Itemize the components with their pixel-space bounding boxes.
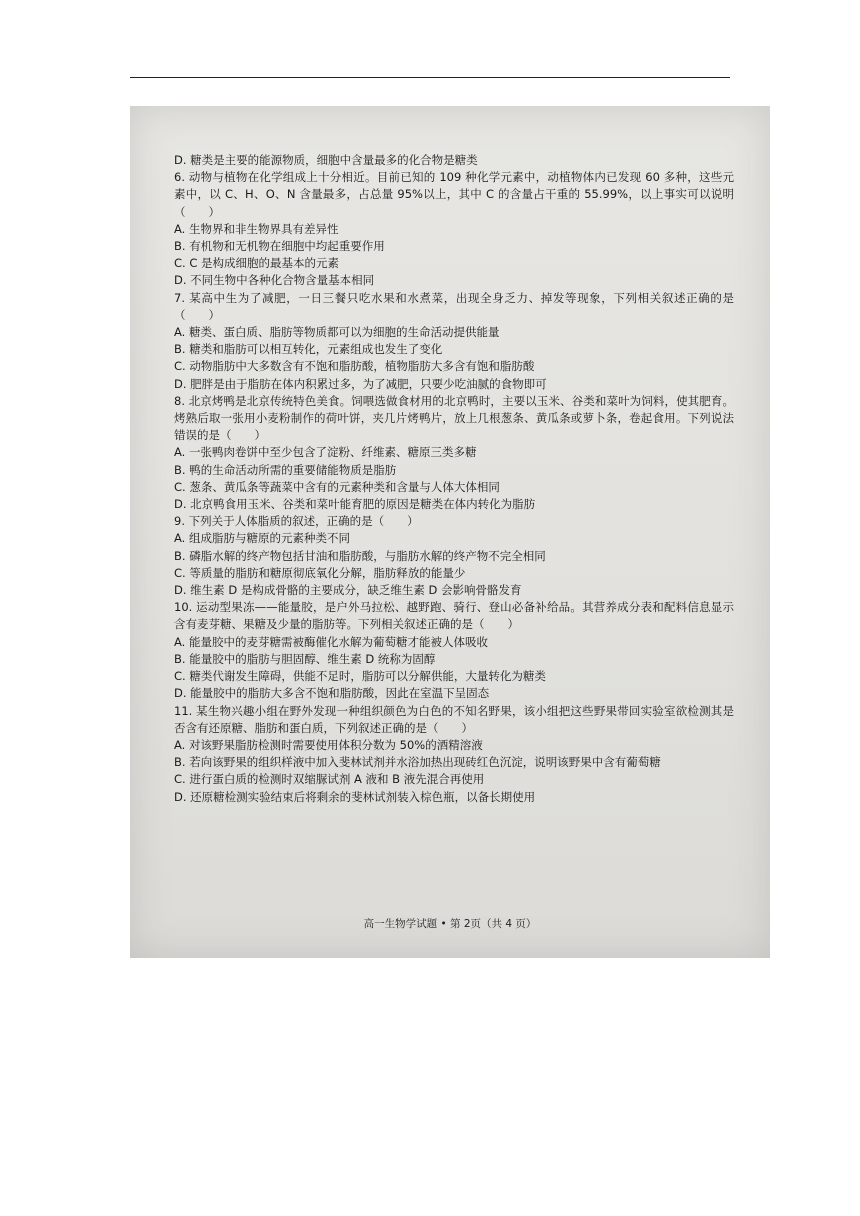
question-7 <box>174 290 734 393</box>
option-c: C. C 是构成细胞的最基本的元素 <box>174 256 340 271</box>
option-c: C. 等质量的脂肪和糖原彻底氧化分解，脂肪释放的能量少 <box>174 565 466 580</box>
page-footer: 高一生物学试题 • 第 2页（共 4 页） <box>363 918 537 930</box>
option-line: D. 糖类是主要的能源物质，细胞中含量最多的化合物是糖类 <box>174 153 478 167</box>
option-c: C. 葱条、黄瓜条等蔬菜中含有的元素种类和含量与人体大体相同 <box>174 479 500 494</box>
option-c: C. 动物脂肪中大多数含有不饱和脂肪酸，植物脂肪大多含有饱和脂肪酸 <box>174 359 535 374</box>
question-10 <box>174 599 734 702</box>
option-d: D. 不同生物中各种化合物含量基本相同 <box>174 273 375 288</box>
question-11 <box>174 703 734 806</box>
option-b: B. 能量胶中的脂肪与胆固醇、维生素 D 统称为固醇 <box>174 651 436 666</box>
option-a: A. 组成脂肪与糖原的元素种类不同 <box>174 531 350 546</box>
option-d: D. 肥胖是由于脂肪在体内积累过多，为了减肥，只要少吃油腻的食物即可 <box>174 376 547 391</box>
question-stem: 11. 某生物兴趣小组在野外发现一种组织颜色为白色的不知名野果，该小组把这些野果带回实验室欲检测其是否含有还原糖、脂肪和蛋白质，下列叙述正确的是（ ） <box>174 703 734 735</box>
header-rule <box>130 77 730 78</box>
scanned-page <box>130 106 770 958</box>
option-a: A. 糖类、蛋白质、脂肪等物质都可以为细胞的生命活动提供能量 <box>174 325 500 340</box>
page-content <box>174 152 734 806</box>
option-a: A. 生物界和非生物界具有差异性 <box>174 221 339 236</box>
question-stem: 10. 运动型果冻——能量胶，是户外马拉松、越野跑、骑行、登山必备补给品。其营养成分表和配料信息显示含有麦芽糖、果糖及少量的脂肪等。下列相关叙述正确的是（ ） <box>174 600 734 632</box>
option-a: A. 能量胶中的麦芽糖需被酶催化水解为葡萄糖才能被人体吸收 <box>174 634 488 649</box>
option-d: D. 还原糖检测实验结束后将剩余的斐林试剂装入棕色瓶，以备长期使用 <box>174 789 536 804</box>
option-d: D. 维生素 D 是构成骨骼的主要成分，缺乏维生素 D 会影响骨骼发育 <box>174 583 522 598</box>
question-8 <box>174 393 734 513</box>
question-6 <box>174 169 734 289</box>
option-a: A. 对该野果脂肪检测时需要使用体积分数为 50%的酒精溶液 <box>174 737 483 752</box>
option-b: B. 糖类和脂肪可以相互转化，元素组成也发生了变化 <box>174 342 443 357</box>
option-d: D. 能量胶中的脂肪大多含不饱和脂肪酸，因此在室温下呈固态 <box>174 686 490 701</box>
question-9 <box>174 513 734 599</box>
question-stem: 9. 下列关于人体脂质的叙述，正确的是（ ） <box>174 514 419 529</box>
option-c: C. 糖类代谢发生障碍，供能不足时，脂肪可以分解供能，大量转化为糖类 <box>174 669 546 684</box>
option-b: B. 鸭的生命活动所需的重要储能物质是脂肪 <box>174 462 397 477</box>
option-b: B. 磷脂水解的终产物包括甘油和脂肪酸，与脂肪水解的终产物不完全相同 <box>174 548 546 563</box>
option-b: B. 若向该野果的组织样液中加入斐林试剂并水浴加热出现砖红色沉淀，说明该野果中含有葡萄糖 <box>174 755 661 770</box>
option-c: C. 进行蛋白质的检测时双缩脲试剂 A 液和 B 液先混合再使用 <box>174 772 485 787</box>
option-b: B. 有机物和无机物在细胞中均起重要作用 <box>174 239 385 254</box>
question-stem: 7. 某高中生为了减肥，一日三餐只吃水果和水煮菜，出现全身乏力、掉发等现象，下列相关叙述正确的是（ ） <box>174 290 734 322</box>
option-d: D. 北京鸭食用玉米、谷类和菜叶能育肥的原因是糖类在体内转化为脂肪 <box>174 497 536 512</box>
question-stem: 8. 北京烤鸭是北京传统特色美食。饲喂选做食材用的北京鸭时，主要以玉米、谷类和菜叶为饲料，使其肥育。烤熟后取一张用小麦粉制作的荷叶饼，夹几片烤鸭片，放上几根葱条、黄瓜条或萝卜条，卷起食用。下列说法错误的是（ ） <box>174 393 734 443</box>
option-a: A. 一张鸭肉卷饼中至少包含了淀粉、纤维素、糖原三类多糖 <box>174 445 477 460</box>
question-stem: 6. 动物与植物在化学组成上十分相近。目前已知的 109 种化学元素中，动植物体内已发现 60 多种，这些元素中，以 C、H、O、N 含量最多，占总量 95%以上，其中 C 的含量占干重的 55.99%，以上事实可以说明（ ） <box>174 170 734 219</box>
